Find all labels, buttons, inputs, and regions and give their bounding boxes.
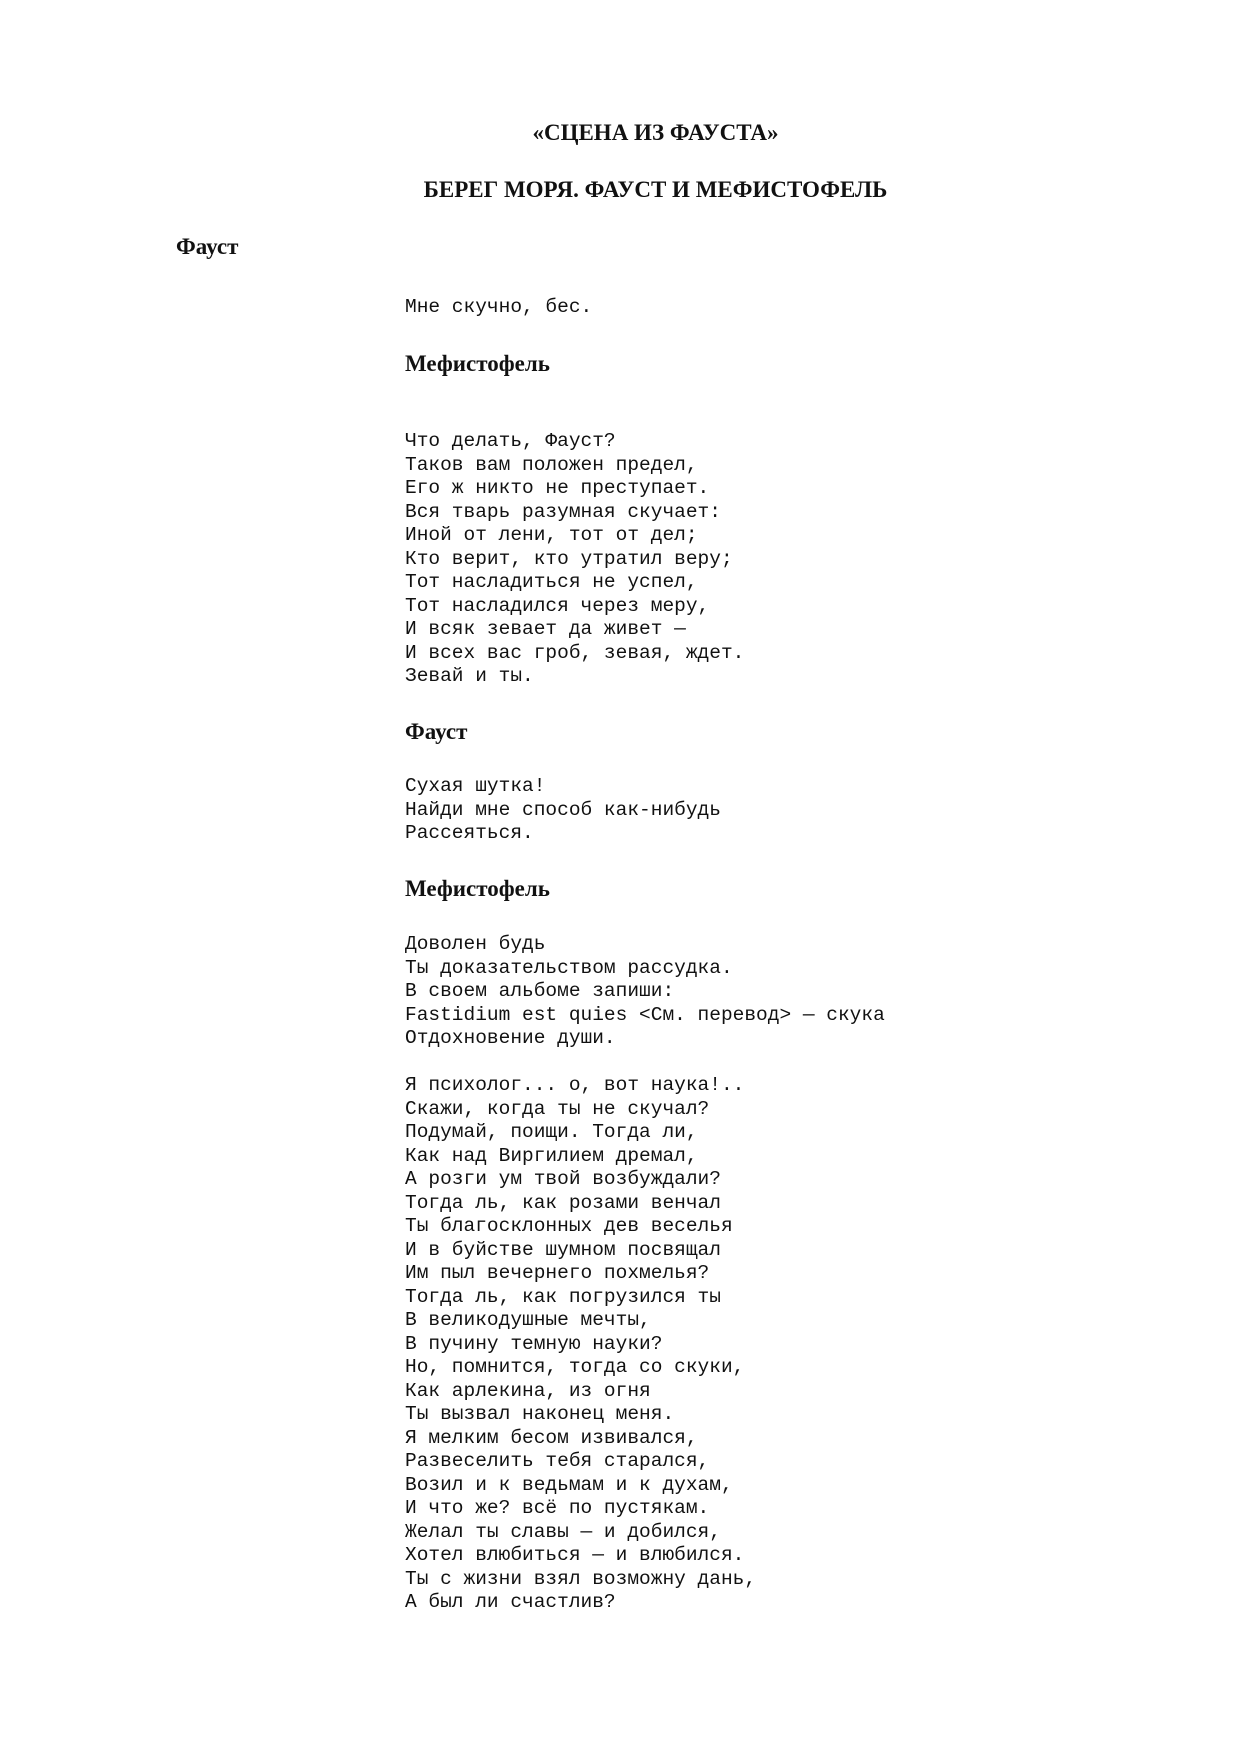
speaker-faust-1: Фауст bbox=[176, 234, 239, 259]
verse-mephistopheles-1: Что делать, Фауст? Таков вам положен предел, Его ж никто не преступает. Вся тварь разумная скучает: Иной от лени, тот от дел; Кто верит, кто утратил веру; Тот насладиться не успел, Тот насладился через меру, И всяк зевает да живет — И всех вас гроб, зевая, ждет. Зевай и ты. bbox=[405, 430, 745, 687]
document-subtitle: БЕРЕГ МОРЯ. ФАУСТ И МЕФИСТОФЕЛЬ bbox=[423, 177, 888, 202]
document-title: «СЦЕНА ИЗ ФАУСТА» bbox=[532, 120, 779, 145]
speaker-mephistopheles-2: Мефистофель bbox=[405, 876, 550, 901]
verse-faust-1: Мне скучно, бес. bbox=[405, 296, 593, 318]
speaker-faust-2: Фауст bbox=[405, 719, 468, 744]
verse-mephistopheles-2: Доволен будь Ты доказательством рассудка. В своем альбоме запиши: Fastidium est quies <См. перевод> — скука Отдохновение души. Я психолог... о, вот наука!.. Скажи, когда ты не скучал? Подумай, поищи. Тогда ли, Как над Виргилием дремал, А розги ум твой возбуждали? Тогда ль, как розами венчал Ты благосклонных дев веселья И в буйстве шумном посвящал Им пыл вечернего похмелья? Тогда ль, как погрузился ты В великодушные мечты, В пучину темную науки? Но, помнится, тогда со скуки, Как арлекина, из огня Ты вызвал наконец меня. Я мелким бесом извивался, Развеселить тебя старался, Возил и к ведьмам и к духам, И что же? всё по пустякам. Желал ты славы — и добился, Хотел влюбиться — и влюбился. Ты с жизни взял возможну дань, А был ли счастлив? bbox=[405, 933, 885, 1613]
verse-faust-2: Сухая шутка! Найди мне способ как-нибудь Рассеяться. bbox=[405, 775, 721, 844]
speaker-mephistopheles-1: Мефистофель bbox=[405, 351, 550, 376]
